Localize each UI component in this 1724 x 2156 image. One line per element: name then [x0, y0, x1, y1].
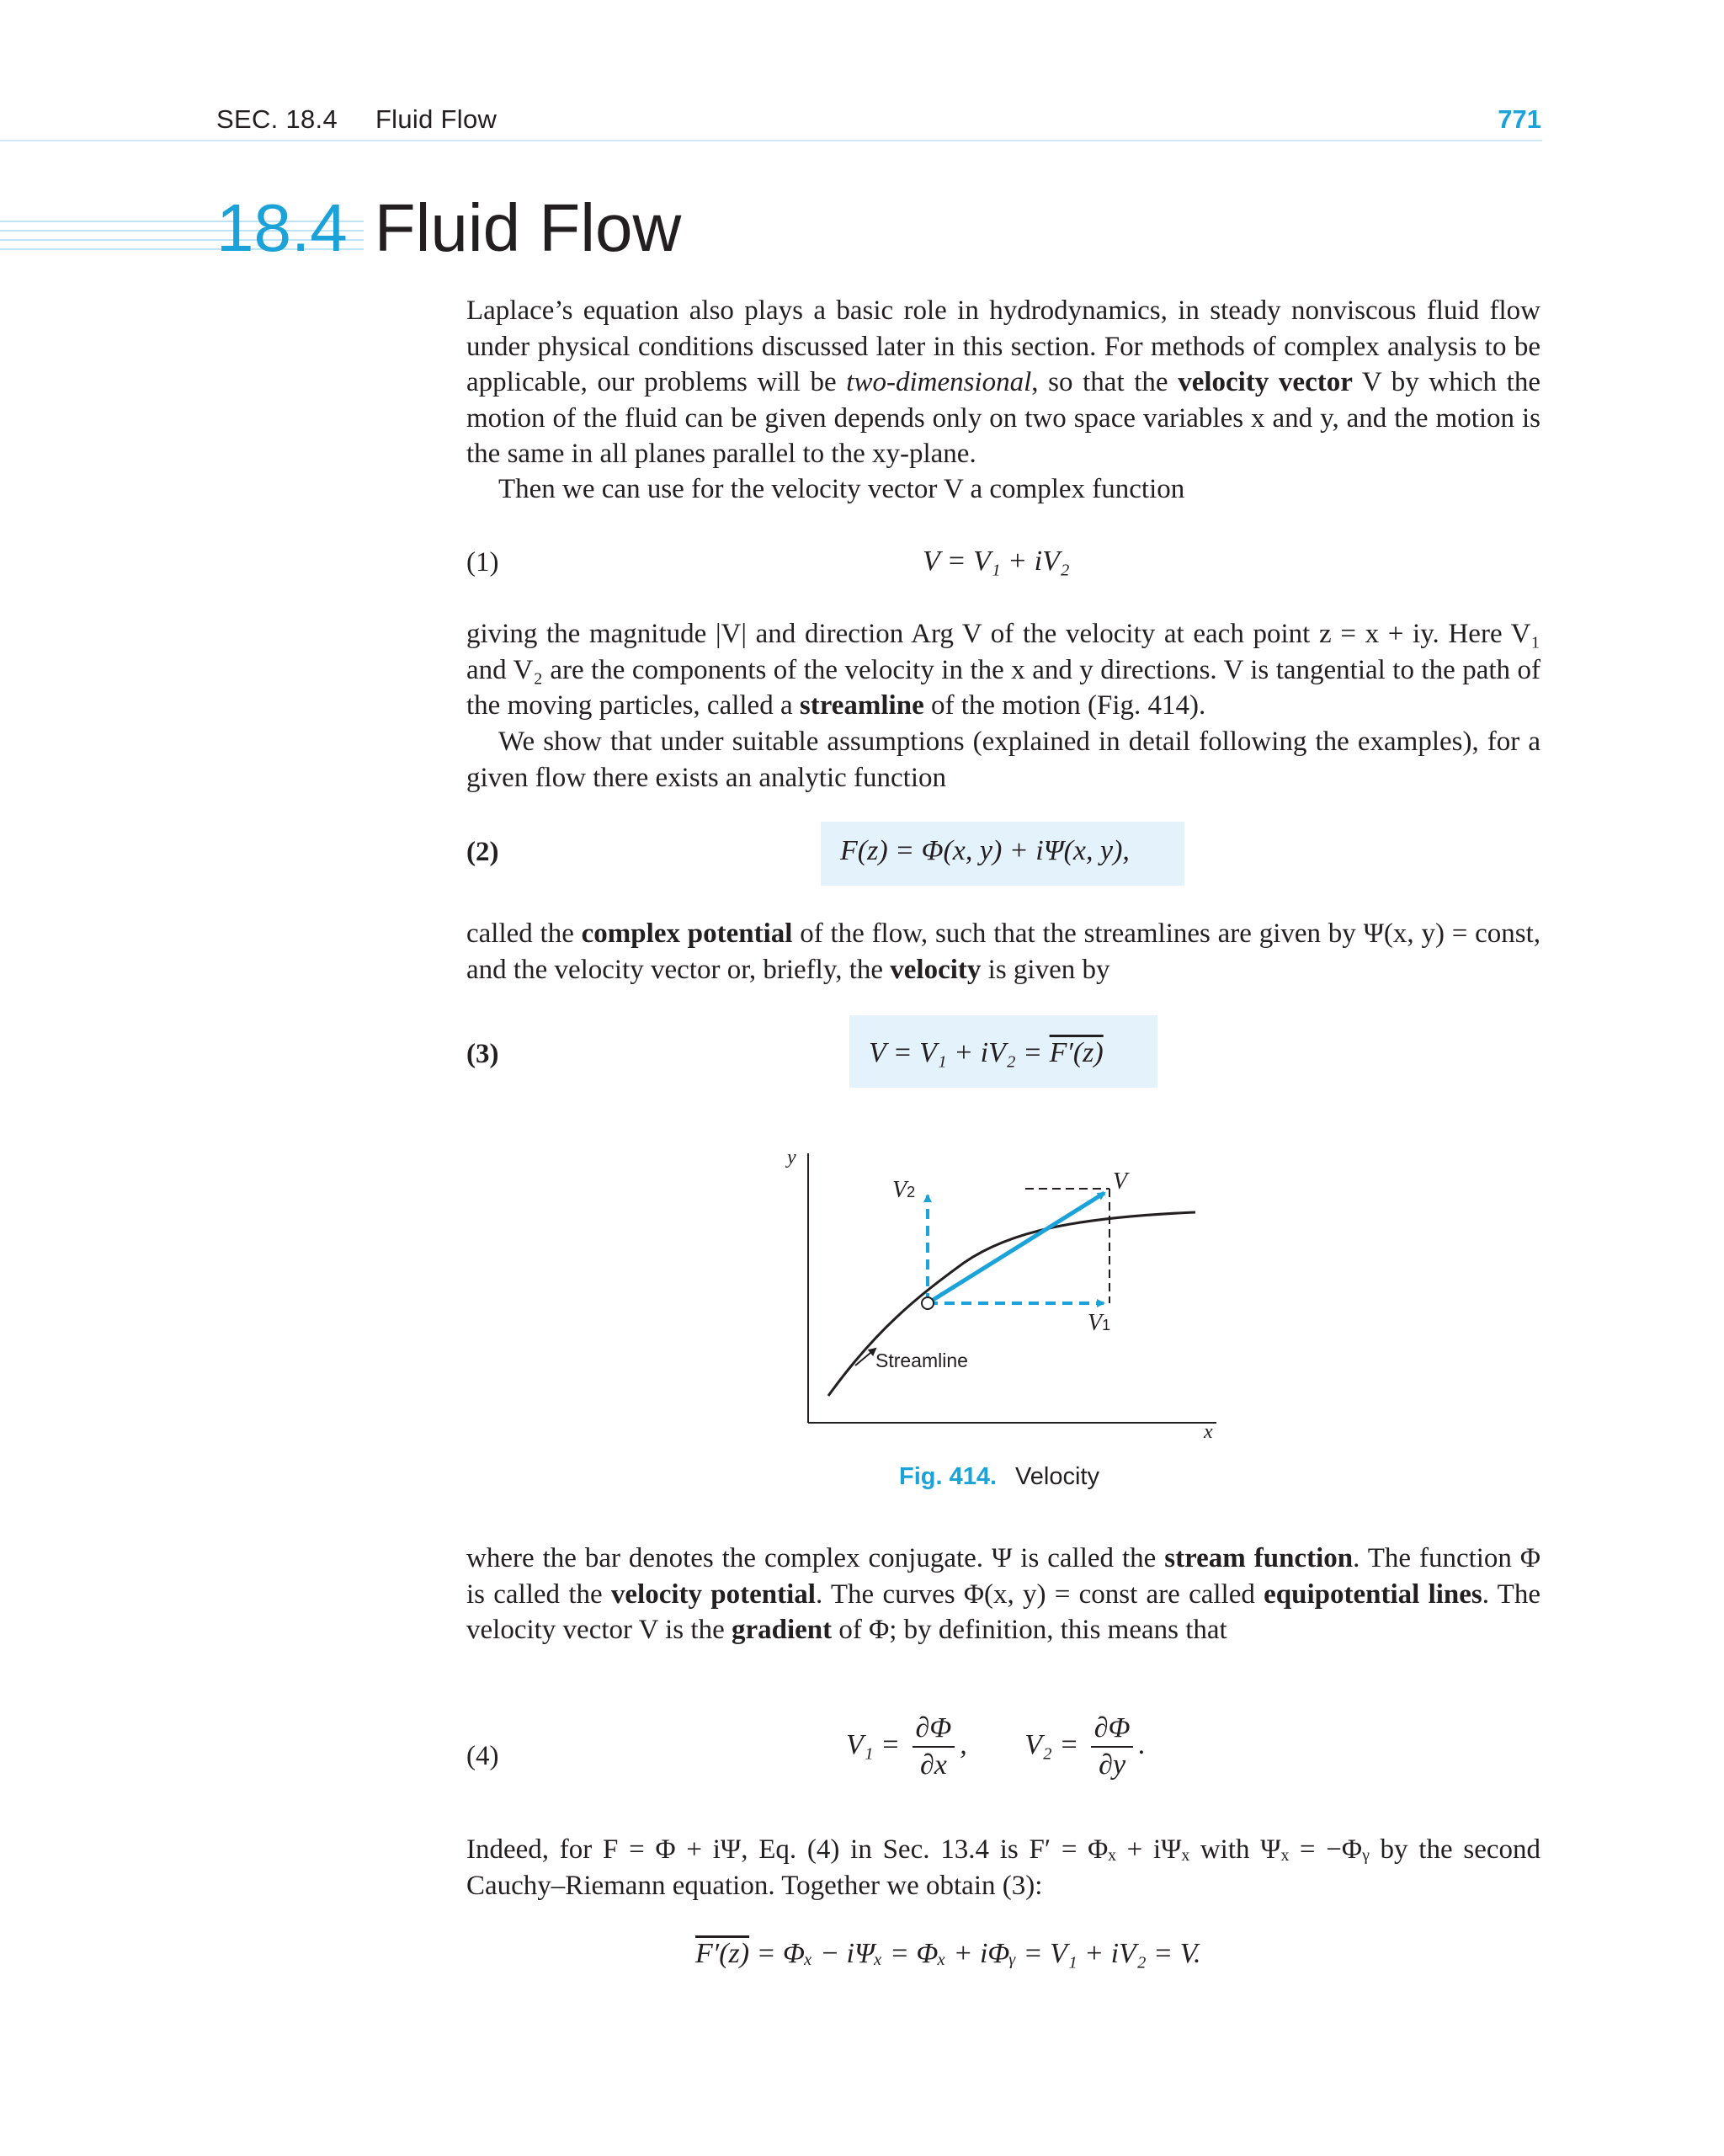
fig-y-axis-label: y [787, 1147, 796, 1168]
paragraph-velocity-function: Then we can use for the velocity vector V a complex function [498, 474, 1185, 504]
eq4-label: (4) [466, 1741, 499, 1771]
fig-v-label: V [1113, 1168, 1128, 1195]
running-header [216, 104, 497, 135]
eq2: F(z) = Φ(x, y) + iΨ(x, y), [840, 835, 1130, 866]
header-section-number: SEC. 18.4 [216, 104, 338, 134]
paragraph-cauchy-riemann: Indeed, for F = Φ + iΨ, Eq. (4) in Sec. 13.4 is F′ = Φₓ + iΨₓ with Ψₓ = −Φᵧ by the second Cauchy–Riemann equation. Together we obtain (3): [466, 1834, 1540, 1901]
paragraph-complex-potential: called the complex potential of the flow, such that the streamlines are given by Ψ(x, y) = const, and the velocity vector or, briefly, the velocity is given by [466, 918, 1541, 985]
fig-x-axis-label: x [1204, 1421, 1213, 1443]
eq3-conjugate: F′(z) [1049, 1037, 1104, 1068]
figure-caption-text: Velocity [1015, 1463, 1099, 1490]
fig-v2-label: V2 [892, 1177, 916, 1203]
section-title-number: 18.4 [216, 190, 348, 265]
eq4: V₁ = $\frac{\partial\Phi}{\partial x}$ , V₂ = $\frac{\partial\Phi}{\partial y}$ . [846, 1712, 1146, 1781]
header-rule [0, 140, 1542, 141]
point-marker [922, 1297, 934, 1309]
eq5: F′(z) = Φₓ − iΨₓ = Φₓ + iΦᵧ = V₁ + iV₂ = V. [695, 1938, 1201, 1969]
eq5-conjugate: F′(z) [695, 1938, 750, 1969]
fig-streamline-label: Streamline [875, 1349, 968, 1371]
figure-caption [899, 1463, 1099, 1491]
eq2-label: (2) [466, 837, 499, 867]
figure-caption-label: Fig. 414. [899, 1463, 998, 1490]
header-section-title: Fluid Flow [375, 104, 498, 134]
page-number: 771 [1498, 104, 1541, 134]
eq3-label: (3) [466, 1039, 499, 1069]
eq1-label: (1) [466, 547, 499, 578]
paragraph-intro: Laplace’s equation also plays a basic role in hydrodynamics, in steady nonviscous fluid flow under physical conditions discussed later in this section. For methods of complex analysis to be applicable, our problems will be two-dimensional, so that the velocity vector V by which the motion of the fluid can be given depends only on two space variables x and y, and the motion is the same in all planes parallel to the xy-plane. [466, 295, 1540, 469]
eq3: V = V₁ + iV₂ = F′(z) [869, 1037, 1104, 1068]
fig-v1-label: V1 [1088, 1310, 1111, 1336]
eq1: V = V₁ + iV₂ [923, 546, 1070, 577]
paragraph-analytic-function: We show that under suitable assumptions (explained in detail following the examples), for a given flow there exists an analytic function [466, 727, 1540, 793]
paragraph-stream-function: where the bar denotes the complex conjugate. Ψ is called the stream function. The function Φ is called the velocity potential. The curves Φ(x, y) = const are called equipotential lines. The velocity vector V is the gradient of Φ; by definition, this means that [466, 1543, 1541, 1645]
section-title-text: Fluid Flow [374, 190, 682, 265]
figure-velocity-diagram [758, 1145, 1229, 1448]
paragraph-streamline: giving the magnitude |V| and direction Arg V of the velocity at each point z = x + iy. Here V₁ and V₂ are the components of the velocity in the x and y directions. V is tangential to the path of the moving particles, called a streamline of the motion (Fig. 414). [466, 619, 1540, 721]
section-title [216, 189, 681, 267]
velocity-vector-arrow [928, 1193, 1104, 1303]
